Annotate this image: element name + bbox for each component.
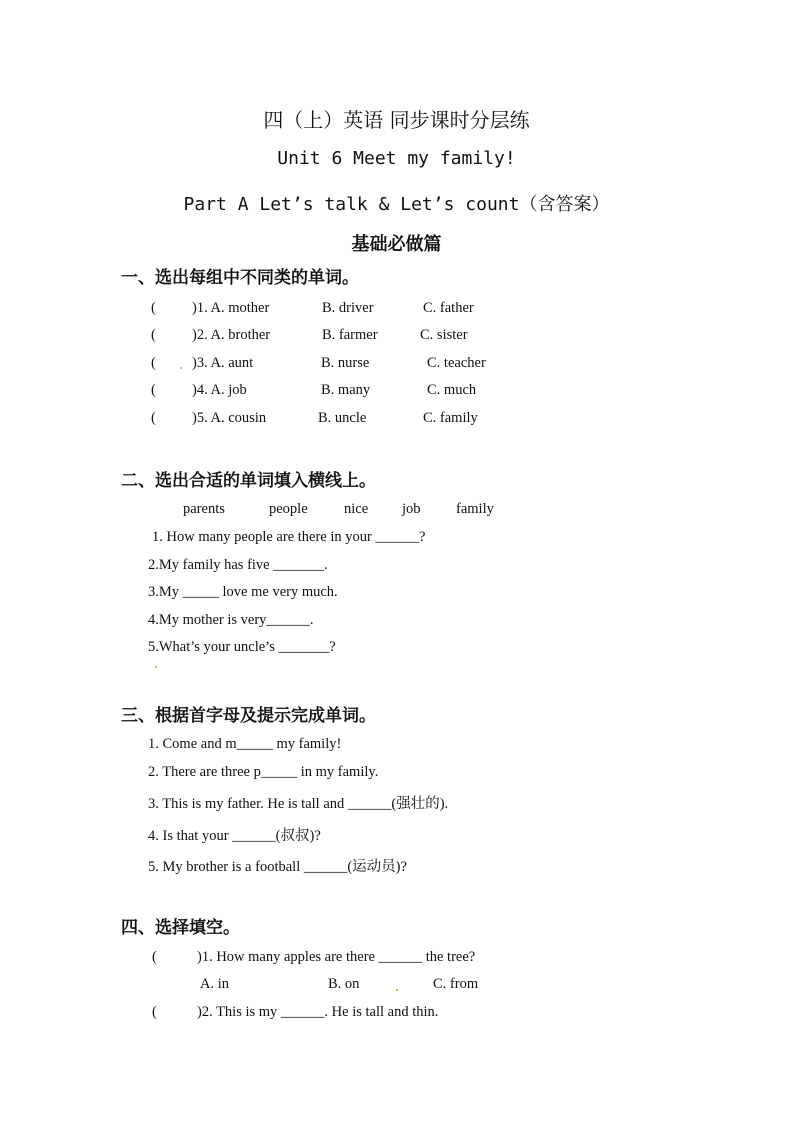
stray-mark bbox=[396, 989, 398, 991]
list-item: 3. This is my father. He is tall and ______(强壮的). bbox=[148, 796, 449, 812]
list-item: 3.My _____ love me very much. bbox=[148, 584, 338, 600]
stray-mark bbox=[180, 367, 182, 369]
option-c: C. much bbox=[427, 382, 477, 398]
question-stem: )1. How many apples are there ______ the tree? bbox=[197, 949, 476, 965]
option-a: )5. A. cousin bbox=[192, 410, 267, 426]
option-a: )3. A. aunt bbox=[192, 355, 254, 371]
list-item: 1. How many people are there in your ______? bbox=[152, 529, 426, 545]
answer-paren: ( bbox=[151, 355, 156, 371]
option-b: B. uncle bbox=[318, 410, 367, 426]
word-bank-item: job bbox=[402, 501, 421, 517]
answer-paren: ( bbox=[152, 1004, 157, 1020]
section3-heading: 三、根据首字母及提示完成单词。 bbox=[121, 706, 376, 726]
answer-paren: ( bbox=[152, 949, 157, 965]
option-c: C. family bbox=[423, 410, 478, 426]
unit-title: Unit 6 Meet my family! bbox=[277, 148, 516, 169]
option-a: )2. A. brother bbox=[192, 327, 271, 343]
section4-heading: 四、选择填空。 bbox=[121, 918, 240, 938]
option-b: B. nurse bbox=[321, 355, 370, 371]
section2-heading: 二、选出合适的单词填入横线上。 bbox=[121, 471, 376, 491]
list-item: 4.My mother is very______. bbox=[148, 612, 314, 628]
word-bank-item: family bbox=[456, 501, 494, 517]
page-title: 四（上）英语 同步课时分层练 bbox=[263, 108, 530, 132]
part-title: Part A Let’s talk & Let’s count（含答案） bbox=[183, 194, 610, 215]
option-b: B. farmer bbox=[322, 327, 378, 343]
stray-mark bbox=[155, 666, 157, 668]
option-a: )4. A. job bbox=[192, 382, 247, 398]
option-c: C. sister bbox=[420, 327, 468, 343]
answer-paren: ( bbox=[151, 300, 156, 316]
answer-paren: ( bbox=[151, 382, 156, 398]
option-b: B. many bbox=[321, 382, 371, 398]
option-a: A. in bbox=[200, 976, 229, 992]
word-bank-item: people bbox=[269, 501, 308, 517]
answer-paren: ( bbox=[151, 410, 156, 426]
list-item: 2.My family has five _______. bbox=[148, 557, 328, 573]
option-c: C. from bbox=[433, 976, 479, 992]
option-a: )1. A. mother bbox=[192, 300, 270, 316]
option-b: B. on bbox=[328, 976, 360, 992]
list-item: 1. Come and m_____ my family! bbox=[148, 736, 342, 752]
section1-heading: 一、选出每组中不同类的单词。 bbox=[121, 268, 359, 288]
list-item: 2. There are three p_____ in my family. bbox=[148, 764, 379, 780]
word-bank-item: nice bbox=[344, 501, 369, 517]
option-c: C. teacher bbox=[427, 355, 486, 371]
list-item: 4. Is that your ______(叔叔)? bbox=[148, 828, 321, 844]
level-heading: 基础必做篇 bbox=[351, 234, 442, 255]
answer-paren: ( bbox=[151, 327, 156, 343]
question-stem: )2. This is my ______. He is tall and thin. bbox=[197, 1004, 439, 1020]
list-item: 5. My brother is a football ______(运动员)? bbox=[148, 859, 407, 875]
list-item: 5.What’s your uncle’s _______? bbox=[148, 639, 336, 655]
word-bank-item: parents bbox=[183, 501, 225, 517]
option-b: B. driver bbox=[322, 300, 374, 316]
option-c: C. father bbox=[423, 300, 474, 316]
